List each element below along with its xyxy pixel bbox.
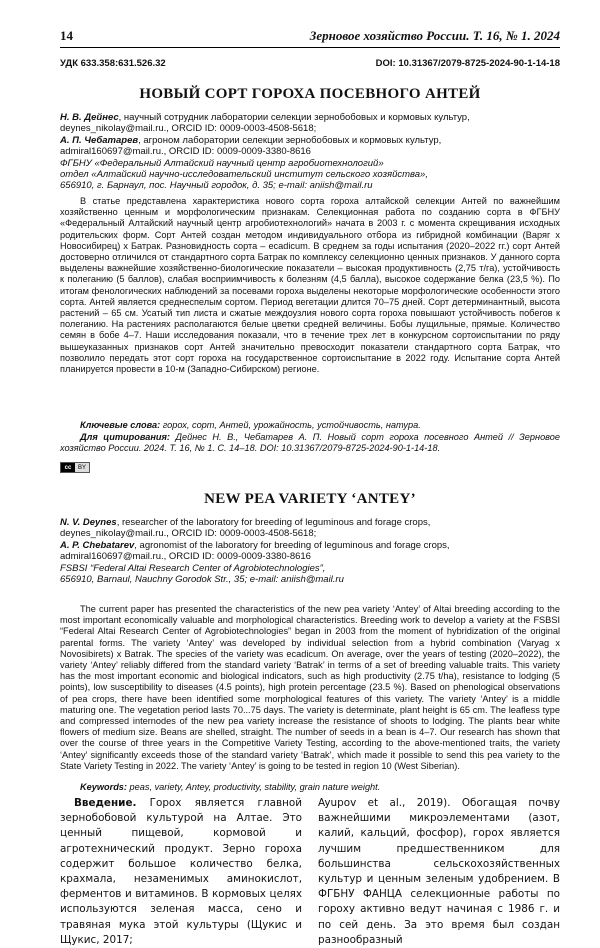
intro-paragraph [60, 796, 302, 948]
article-title-ru: НОВЫЙ СОРТ ГОРОХА ПОСЕВНОГО АНТЕЙ [139, 86, 481, 102]
author-1-name: Н. В. Дейнес [60, 112, 119, 123]
by-icon: BY [77, 464, 86, 471]
header-divider [60, 47, 560, 48]
author-2-ru [60, 135, 560, 146]
author-2-en [60, 540, 560, 551]
author-1-desc-en: , researcher of the laboratory for breeding of leguminous and forage crops, [116, 517, 431, 528]
author-1-ru [60, 112, 560, 123]
author-1-desc: , научный сотрудник лаборатории селекции зернобобовых и кормовых культур, [118, 112, 470, 123]
article-meta [60, 58, 560, 69]
keywords-list: горох, сорт, Антей, урожайность, устойчивость, натура. [160, 420, 421, 430]
intro-heading: Введение. [74, 797, 137, 809]
authors-block-ru [60, 112, 560, 192]
running-header [60, 28, 560, 48]
affiliation-line-1-en: FSBSI “Federal Altai Research Center of Agrobiotechnologies”, [60, 562, 326, 574]
intro-continuation: Ayupov et al., 2019). Обогащая почву важнейшими микроэлементами (азот, калий, кальций, фосфор), горох является лучшим предшественником для большинства сельскохозяйственных культур и ценным зеленым удобрением. В ФГБНУ ФАНЦА селекционные работы по гороху активно ведут начиная с 1986 г. и по сей день. За это время был создан разнообразный [318, 797, 560, 946]
cc-license-badge[interactable] [60, 462, 90, 473]
keywords-label: Ключевые слова: [80, 420, 161, 430]
intro-text: Горох является главной зернобобовой культурой на Алтае. Это ценный пищевой, кормовой и агротехнический продукт. Зерно гороха содержит большое количество белка, крахмала, незаменимых аминокислот, ферментов и витаминов. В кормовых целях используются зеленая масса, сено и травяная мука этой культуры (Щукис и Щукис, 2017; [60, 797, 302, 946]
author-1-contact: deynes_nikolay@mail.ru., ORCID ID: 0009-0003-4508-5618; [60, 123, 317, 135]
author-1-en [60, 517, 560, 528]
journal-title: Зерновое хозяйство России. Т. 16, № 1. 2024 [309, 28, 560, 43]
body-columns [60, 796, 560, 948]
doi: DOI: 10.31367/2079-8725-2024-90-1-14-18 [375, 58, 560, 69]
affiliation-line-2: отдел «Алтайский научно-исследовательский институт сельского хозяйства», [60, 169, 428, 181]
page-number: 14 [60, 28, 73, 43]
authors-block-en [60, 517, 560, 585]
affiliation-line-2-en: 656910, Barnaul, Nauchny Gorodok Str., 35; e-mail: aniish@mail.ru [60, 574, 344, 586]
author-2-desc-en: , agronomist of the laboratory for breeding of leguminous and forage crops, [134, 539, 450, 551]
abstract-en: The current paper has presented the characteristics of the new pea variety ‘Antey’ of Altai breeding according to the most important economically valuable and morphological characteristics. Breeding work to develop a variety at the FSBSI “Federal Altai Research Center of Agrobiotechnologies” began in 2003 from the moment of hybridization of the original parental forms. The variety ‘Antey’ was developed by individual selection from a hybrid combination (Varyag x Novosibirets) x Batrak. The species of the variety was ecadicum. On average, over the years of testing (2020–2022), the variety ‘Antey’ reliably differed from the standard variety ‘Batrak’ in terms of a set of breeding valuable traits. This variety has the most important economic and biological indicators, such as high productivity (2.75 t/ha), resistance to lodging (5 points), low susceptibility to diseases (4.5 points), high protein percentage (23.5 %). Based on phenological observations of pea crops, there have been identified some morphological features of this variety. The variety ‘Antey’ is a middle maturing one. The vegetation period lasts 70...75 days. The variety is determinate, plant height is 65 cm. The leafless type and compressed internodes of the new pea variety increase the resistance of shoots to lodging. The plants bear white flowers of medium size. Beans are shelled, straight. The number of seeds in a bean is 4–7. Our research has shown that over the course of three years in the Competitive Variety Testing, according to the above-mentioned traits, the variety ‘Antey’ significantly exceeds those of the standard variety ‘Batrak’, which made it possible to send this pea variety to the State Variety Testing in 2022. The variety ‘Antey’ is going to be tested in region 10 (West Siberian). [60, 604, 560, 771]
author-1-contact-en: deynes_nikolay@mail.ru., ORCID ID: 0009-0003-4508-5618; [60, 528, 317, 540]
udk-code: УДК 633.358:631.526.32 [60, 58, 166, 69]
author-2-name-en: A. P. Chebatarev [60, 539, 135, 551]
keywords-label-en: Keywords: [80, 782, 127, 792]
keywords-en [60, 782, 560, 793]
author-2-contact-en: admiral160697@mail.ru., ORCID ID: 0009-0009-3380-8616 [60, 551, 311, 563]
body-column-right [318, 796, 560, 948]
affiliation-line-1: ФГБНУ «Федеральный Алтайский научный центр агробиотехнологий» [60, 157, 384, 169]
citation-text: Дейнес Н. В., Чебатарев А. П. Новый сорт гороха посевного Антей // Зерновое хозяйство России. 2024. Т. 16, № 1. С. 14–18. DOI: 10.31367/2079-8725-2024-90-1-14-18. [60, 432, 560, 454]
keywords-list-en: peas, variety, Antey, productivity, stability, grain nature weight. [126, 782, 381, 792]
author-2-contact: admiral160697@mail.ru., ORCID ID: 0009-0009-3380-8616 [60, 146, 311, 158]
affiliation-line-3: 656910, г. Барнаул, пос. Научный городок, д. 35; e-mail: aniish@mail.ru [60, 180, 373, 192]
abstract-ru: В статье представлена характеристика нового сорта гороха алтайской селекции Антей по важнейшим хозяйственно ценным и морфологическим признакам. Селекционная работа по созданию сорта в ФГБНУ «Федеральный Алтайский научный центр агробиотехнологий» начата в 2003 г. с момента скрещивания исходных родительских форм. Сорт Антей создан методом индивидуального отбора из гибридной комбинации (Варяг x Новосибирец) x Батрак. Разновидность сорта – ecadicum. В среднем за годы испытания (2020–2022 гг.) сорт Антей достоверно отличился от стандартного сорта Батрак по комплексу селекционно ценных признаков. У данного сорта выделены важнейшие хозяйственно-биологические показатели – высокая продуктивность (2,75 т/га), устойчивость к полеганию (5 баллов), слабая восприимчивость к болезням (4,5 балла), высокое содержание белка (23,5 %). По итогам фенологических наблюдений за посевами гороха выделены некоторые морфологические особенности этого сорта. Антей является среднеспелым сортом. Период вегетации длится 70–75 дней. Сорт детерминантный, высота растений – 65 см. Усатый тип листа и сжатые междоузлия нового сорта гороха повышают устойчивость побегов к полеганию. На растениях располагаются белые цветки средней величины. Бобы лущильные, прямые. Количество семян в бобе 4–7. Наши исследования показали, что в течение трех лет в конкурсном сортоиспытании по ряду вышеуказанных признаков сорт Антей значительно превосходит показатели стандартного сорта Батрак, что позволило передать этот сорт гороха на государственное сортоиспытание в 2022 году. Испытание сорта Антей планируется провести в 10-м (Западно-Сибирском) регионе. [60, 196, 560, 375]
body-column-left [60, 796, 302, 948]
author-2-desc: , агроном лаборатории селекции зернобобовых и кормовых культур, [138, 134, 442, 146]
citation-label: Для цитирования: [80, 432, 170, 442]
author-1-name-en: N. V. Deynes [60, 517, 117, 528]
cc-icon: cc [61, 463, 75, 472]
author-2-name: А. П. Чебатарев [60, 134, 139, 146]
citation-ru [60, 432, 560, 454]
article-title-en: NEW PEA VARIETY ‘ANTEY’ [204, 491, 416, 507]
keywords-ru [60, 420, 560, 431]
